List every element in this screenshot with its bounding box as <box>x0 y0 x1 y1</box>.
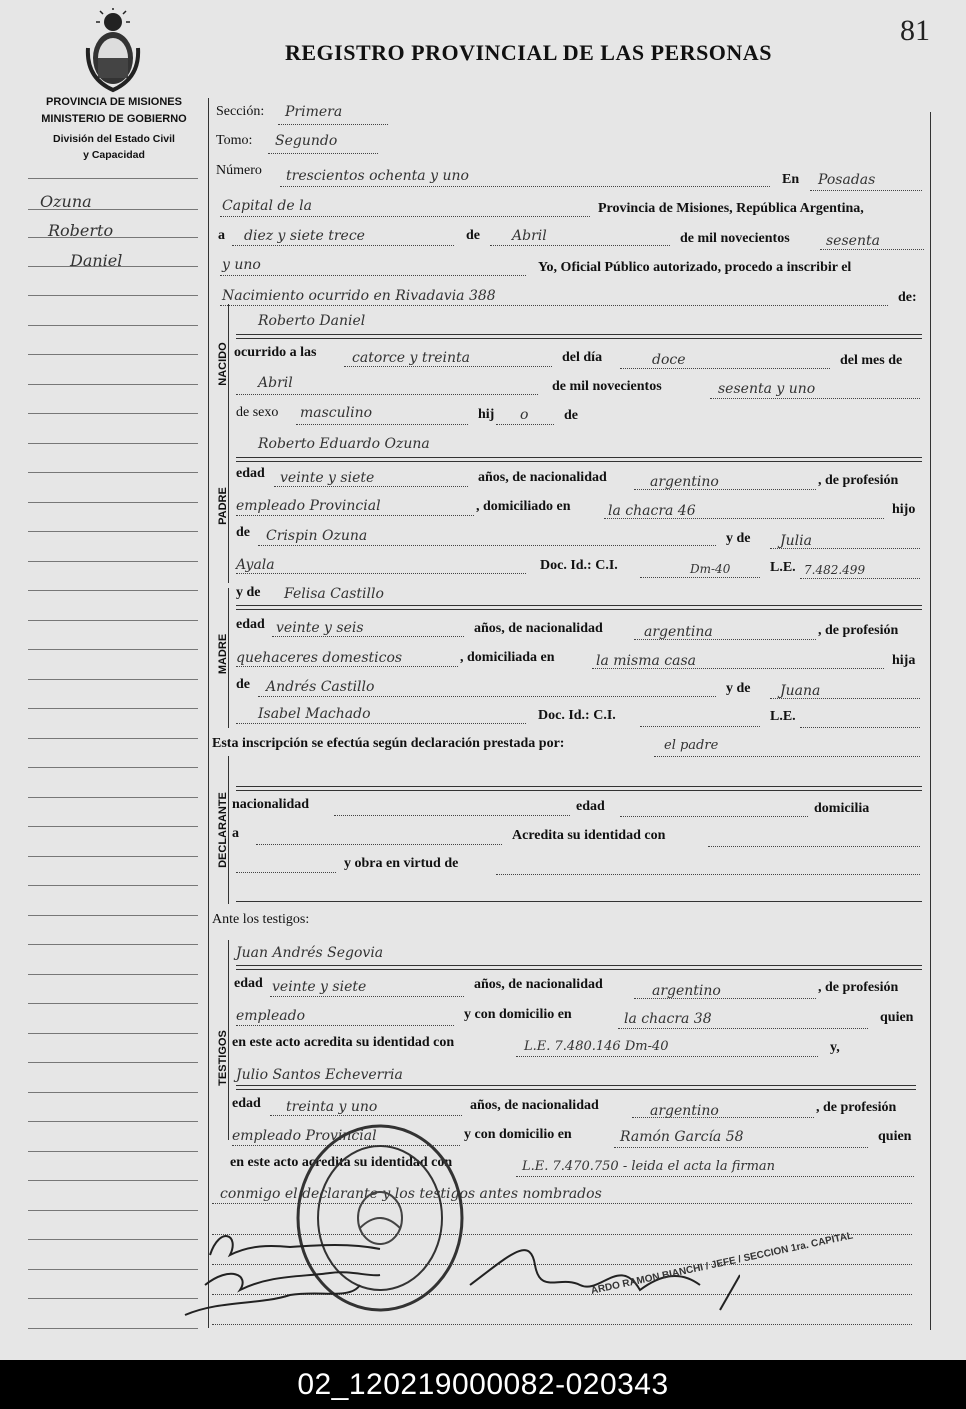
label-padre-edad: edad <box>236 466 265 481</box>
office-line-4: y Capacidad <box>83 149 145 161</box>
label-ocurrido: ocurrido a las <box>234 345 317 360</box>
value-madre-madre-2: Isabel Machado <box>258 706 371 722</box>
label-decl-domicilia: domicilia <box>814 801 870 816</box>
office-line-2: MINISTERIO DE GOBIERNO <box>41 113 187 125</box>
value-t1-id: L.E. 7.480.146 Dm-40 <box>524 1039 669 1054</box>
value-padre-le: 7.482.499 <box>804 563 866 577</box>
label-del-mes: del mes de <box>840 353 903 368</box>
label-t1-acto: en este acto acredita su identidad con <box>232 1035 455 1050</box>
label-t1-y: y, <box>830 1040 840 1055</box>
value-nacido-nombre: Roberto Daniel <box>258 313 366 329</box>
label-de-mes: de <box>466 228 480 243</box>
value-padre-prof: empleado Provincial <box>236 498 381 514</box>
label-t2-nac: años, de nacionalidad <box>470 1098 599 1113</box>
label-de-mil-novecientos: de mil novecientos <box>680 231 790 246</box>
value-t2-dom: Ramón García 58 <box>620 1129 744 1145</box>
value-dia: diez y siete trece <box>244 228 365 244</box>
value-padre-dom: la chacra 46 <box>608 503 696 519</box>
label-de-sexo: de sexo <box>236 405 279 420</box>
label-ante-testigos: Ante los testigos: <box>212 912 310 927</box>
value-tomo: Segundo <box>275 133 338 149</box>
margin-middle-name: Daniel <box>70 251 123 270</box>
value-padre-nac: argentino <box>650 474 719 490</box>
label-a: a <box>218 228 225 243</box>
label-t2-prof: , de profesión <box>816 1100 897 1115</box>
value-testigo-1: Juan Andrés Segovia <box>236 945 384 961</box>
value-padre-madre-2: Ayala <box>236 557 275 573</box>
value-madre-nombre: Felisa Castillo <box>284 586 384 602</box>
label-madre-le: L.E. <box>770 709 796 724</box>
label-padre-prof: , de profesión <box>818 473 899 488</box>
value-ciudad: Posadas <box>818 172 876 188</box>
value-seccion: Primera <box>285 104 343 120</box>
label-y-de-madre: y de <box>236 585 261 600</box>
label-t1-edad: edad <box>234 976 263 991</box>
value-madre-nac: argentina <box>644 624 713 640</box>
margin-surname: Ozuna <box>40 192 92 211</box>
section-declarante: DECLARANTE <box>217 792 229 868</box>
label-padre-doc: Doc. Id.: C.I. <box>540 558 618 573</box>
label-seccion: Sección: <box>216 104 265 119</box>
value-t2-edad: treinta y uno <box>286 1099 378 1115</box>
label-hija: hija <box>892 653 916 668</box>
label-madre-doc: Doc. Id.: C.I. <box>538 708 616 723</box>
value-anio: sesenta <box>826 233 880 249</box>
value-padre-edad: veinte y siete <box>280 470 375 486</box>
label-decl-en: a <box>232 826 239 841</box>
office-line-1: PROVINCIA DE MISIONES <box>46 96 182 108</box>
value-hij-suffix: o <box>520 407 529 423</box>
value-t2-nac: argentino <box>650 1103 719 1119</box>
value-t2-prof: empleado Provincial <box>232 1128 377 1144</box>
value-mes: Abril <box>512 228 547 244</box>
label-en: En <box>782 172 800 187</box>
value-padre-ci: Dm-40 <box>690 562 731 576</box>
label-madre-dom: , domiciliada en <box>460 650 555 665</box>
label-yo-oficial: Yo, Oficial Público autorizado, procedo a inscribir el <box>538 260 852 275</box>
value-padre-nombre: Roberto Eduardo Ozuna <box>258 436 430 452</box>
value-dia-nac: doce <box>652 352 686 368</box>
value-numero: trescientos ochenta y uno <box>286 168 469 184</box>
value-capital: Capital de la <box>222 198 312 214</box>
label-t2-dom: y con domicilio en <box>464 1127 572 1142</box>
label-obra-virtud: y obra en virtud de <box>344 856 459 871</box>
label-de-colon: de: <box>898 290 917 305</box>
value-madre-prof: quehaceres domesticos <box>236 650 403 666</box>
value-madre-edad: veinte y seis <box>276 620 364 636</box>
page-number: 81 <box>900 14 930 47</box>
footer-code: 02_120219000082-020343 <box>0 1360 966 1409</box>
value-declarante: el padre <box>664 738 719 753</box>
label-numero: Número <box>216 163 262 178</box>
value-testigo-2: Julio Santos Echeverria <box>236 1067 403 1083</box>
label-t1-prof: , de profesión <box>818 980 899 995</box>
office-line-3: División del Estado Civil <box>53 133 175 145</box>
value-anio-2: y uno <box>222 257 261 273</box>
value-madre-padre: Andrés Castillo <box>266 679 375 695</box>
label-padre-dom: , domiciliado en <box>476 499 571 514</box>
coat-of-arms-icon <box>82 8 144 94</box>
label-acredita: Acredita su identidad con <box>512 828 666 843</box>
value-mes-nac: Abril <box>258 375 293 391</box>
value-padre-madre: Julia <box>780 533 812 549</box>
label-madre-edad: edad <box>236 617 265 632</box>
section-testigos: TESTIGOS <box>217 1030 229 1086</box>
margin-first-name: Roberto <box>48 221 114 240</box>
label-de-padre-padre: de <box>236 525 250 540</box>
label-inscripcion: Esta inscripción se efectúa según declaración prestada por: <box>212 736 565 751</box>
label-del-dia: del día <box>562 350 603 365</box>
value-t1-prof: empleado <box>236 1008 306 1024</box>
label-y-de-padre: y de <box>726 531 751 546</box>
label-madre-nac: años, de nacionalidad <box>474 621 603 636</box>
value-madre-dom: la misma casa <box>596 653 697 669</box>
label-de-mil-novecientos-2: de mil novecientos <box>552 379 662 394</box>
section-padre: PADRE <box>217 487 229 525</box>
label-t1-dom: y con domicilio en <box>464 1007 572 1022</box>
label-padre-nac: años, de nacionalidad <box>478 470 607 485</box>
value-acto: Nacimiento ocurrido en Rivadavia 388 <box>222 288 496 304</box>
label-y-de-madre-2: y de <box>726 681 751 696</box>
label-hijo: hijo <box>892 502 916 517</box>
value-t1-dom: la chacra 38 <box>624 1011 712 1027</box>
label-t2-quien: quien <box>878 1129 912 1144</box>
label-decl-edad: edad <box>576 799 605 814</box>
section-nacido: NACIDO <box>217 342 229 386</box>
signature-stamp: ARDO RAMON BIANCHI / JEFE / SECCION 1ra. CAPITAL <box>590 1230 855 1297</box>
label-decl-nacionalidad: nacionalidad <box>232 797 310 812</box>
label-t1-quien: quien <box>880 1010 914 1025</box>
label-tomo: Tomo: <box>216 133 253 148</box>
section-madre: MADRE <box>217 633 229 675</box>
label-t1-nac: años, de nacionalidad <box>474 977 603 992</box>
label-de-hij: de <box>564 408 578 423</box>
value-padre-padre: Crispin Ozuna <box>266 528 368 544</box>
value-hora: catorce y treinta <box>352 350 470 366</box>
label-padre-le: L.E. <box>770 560 796 575</box>
label-provincia: Provincia de Misiones, República Argentina, <box>598 201 864 216</box>
value-t1-nac: argentino <box>652 983 721 999</box>
label-t2-acto: en este acto acredita su identidad con <box>230 1155 453 1170</box>
label-de-madre-padre: de <box>236 677 250 692</box>
value-madre-madre: Juana <box>780 683 821 699</box>
value-anio-nac: sesenta y uno <box>718 381 816 397</box>
value-t1-edad: veinte y siete <box>272 979 367 995</box>
value-cierre: conmigo el declarante y los testigos antes nombrados <box>220 1186 602 1202</box>
value-sexo: masculino <box>300 405 373 421</box>
value-t2-id: L.E. 7.470.750 - leida el acta la firman <box>522 1159 776 1174</box>
page-title: REGISTRO PROVINCIAL DE LAS PERSONAS <box>285 40 772 65</box>
label-hij: hij <box>478 407 495 422</box>
label-t2-edad: edad <box>232 1096 261 1111</box>
label-madre-prof: , de profesión <box>818 623 899 638</box>
